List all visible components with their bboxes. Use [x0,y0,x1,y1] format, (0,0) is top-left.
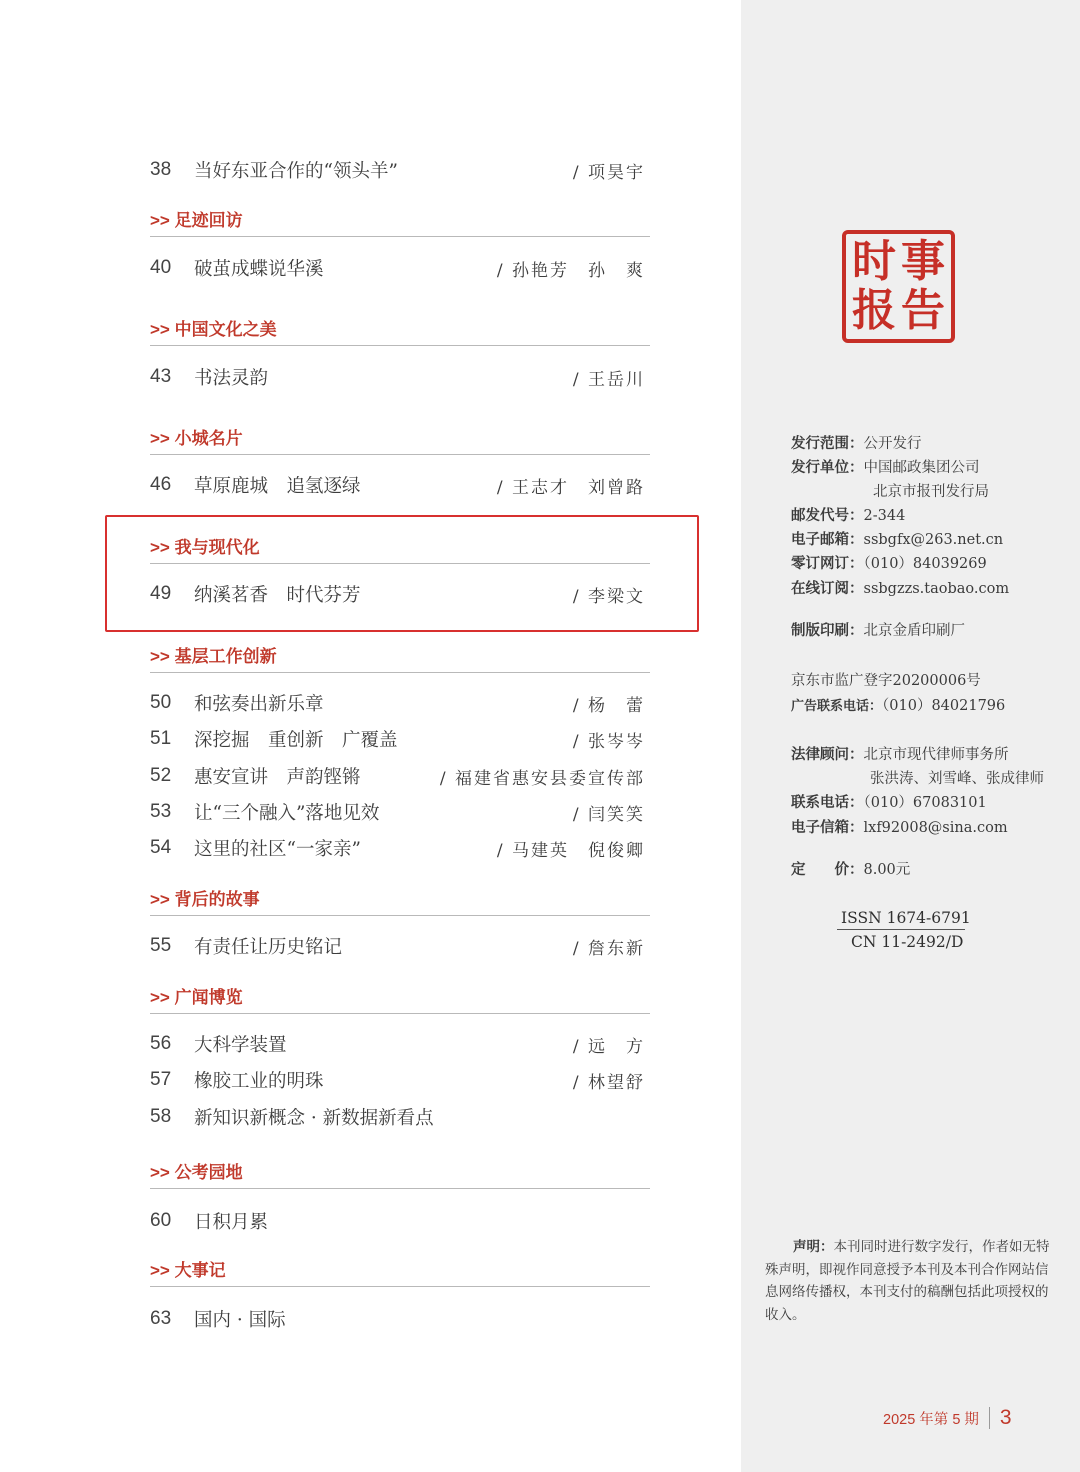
info-line: 零订网订：（010）84039269 [791,555,987,572]
toc-entry[interactable] [150,1206,645,1236]
toc-page-number: 58 [150,1106,172,1127]
toc-author: / 林望舒 [572,1072,645,1093]
price-line: 定 价：8.00元 [791,861,911,878]
toc-article-title: 新知识新概念 · 新数据新看点 [194,1108,434,1129]
toc-article-title: 有责任让历史铭记 [194,937,343,958]
toc-entry[interactable] [150,1029,645,1059]
toc-page-number: 52 [150,765,172,786]
toc-author: / 詹东新 [572,938,645,959]
copyright-notice: 声明：本刊同时进行数字发行，作者如无特殊声明，即视作同意授予本刊及本刊合作网站信息网络传播权，本刊支付的稿酬包括此项授权的收入。 [765,1239,1050,1323]
toc-page-number: 49 [150,583,172,604]
section-label: >> 广闻博览 [150,988,243,1007]
toc-entry[interactable] [150,362,645,392]
toc-section-header [150,1161,650,1189]
section-divider [150,454,650,455]
toc-article-title: 橡胶工业的明珠 [194,1071,324,1092]
toc-article-title: 深挖掘 重创新 广覆盖 [194,730,398,751]
toc-entry[interactable] [150,761,645,791]
toc-page-number: 46 [150,474,172,495]
email-line[interactable]: 电子信箱：lxf92008@sina.com [791,819,1008,836]
toc-entry[interactable] [150,833,645,863]
toc-article-title: 草原鹿城 追氢逐绿 [194,476,361,497]
section-label: >> 大事记 [150,1261,226,1280]
toc-article-title: 国内 · 国际 [194,1310,286,1331]
toc-page-number: 51 [150,728,172,749]
toc-entry[interactable] [150,1065,645,1095]
logo-char: 事 [901,236,945,287]
info-line: 广告联系电话：（010）84021796 [791,698,1006,714]
toc-page-number: 60 [150,1210,172,1231]
toc-page-number: 55 [150,935,172,956]
info-line: 京东市监广登字20200006号 [791,673,981,689]
highlight-box [105,515,699,632]
toc-section-header [150,318,650,346]
toc-author: / 张岑岑 [572,731,645,752]
toc-section-header [150,986,650,1014]
toc-article-title: 纳溪茗香 时代芬芳 [194,585,361,606]
toc-author: / 孙艳芳 孙 爽 [496,260,645,281]
section-divider [150,915,650,916]
toc-entry[interactable] [150,253,645,283]
info-line: 法律顾问：北京市现代律师事务所 [791,746,1009,763]
toc-author: / 马建英 倪俊卿 [496,840,645,861]
toc-article-title: 书法灵韵 [194,368,269,389]
toc-author: / 福建省惠安县委宣传部 [439,768,645,789]
section-label: >> 背后的故事 [150,890,260,909]
info-line: 张洪涛、刘雪峰、张成律师 [870,771,1044,787]
toc-author: / 杨 蕾 [572,695,645,716]
toc-entry[interactable] [150,1304,645,1334]
toc-page-number: 43 [150,366,172,387]
section-divider [150,345,650,346]
toc-section-header [150,1259,650,1287]
toc-section-header [150,209,650,237]
info-line: 北京市报刊发行局 [873,484,989,500]
toc-article-title: 当好东亚合作的“领头羊” [194,161,398,182]
online-shop-line[interactable]: 在线订阅：ssbgzzs.taobao.com [791,580,1010,597]
issue-label: 2025 年第 5 期 [883,1411,979,1428]
colophon-sidebar [741,0,1080,1472]
toc-page-number: 53 [150,801,172,822]
toc-entry[interactable] [150,724,645,754]
toc-author: / 王志才 刘曾路 [496,477,645,498]
toc-article-title: 和弦奏出新乐章 [194,694,324,715]
info-line: 发行范围：公开发行 [791,435,922,452]
section-label: >> 我与现代化 [150,538,260,557]
toc-article-title: 让“三个融入”落地见效 [194,803,380,824]
toc-page-number: 54 [150,837,172,858]
toc-page-number: 56 [150,1033,172,1054]
toc-entry[interactable] [150,931,645,961]
section-divider [150,1013,650,1014]
toc-author: / 王岳川 [572,369,645,390]
section-label: >> 基层工作创新 [150,647,277,666]
toc-article-title: 破茧成蝶说华溪 [194,259,324,280]
cn-number: CN 11-2492/D [851,933,964,951]
issn-divider [837,929,965,930]
toc-section-header [150,888,650,916]
toc-article-title: 大科学装置 [194,1035,287,1056]
section-label: >> 公考园地 [150,1163,243,1182]
toc-entry[interactable] [150,797,645,827]
section-divider [150,1188,650,1189]
toc-author: / 项昊宇 [572,162,645,183]
toc-page-number: 63 [150,1308,172,1329]
info-line: 邮发代号：2-344 [791,507,906,524]
section-label: >> 足迹回访 [150,211,243,230]
section-label: >> 中国文化之美 [150,320,277,339]
toc-entry[interactable] [150,470,645,500]
footer-divider [989,1407,990,1429]
section-label: >> 小城名片 [150,429,243,448]
toc-entry[interactable] [150,688,645,718]
toc-page-number: 40 [150,257,172,278]
toc-article-title: 日积月累 [194,1212,269,1233]
section-divider [150,672,650,673]
toc-page-number: 57 [150,1069,172,1090]
page-number: 3 [999,1406,1012,1429]
toc-author: / 闫笑笑 [572,804,645,825]
info-line: 联系电话：（010）67083101 [791,794,987,811]
section-divider [150,1286,650,1287]
logo-char: 报 [852,285,896,336]
info-line: 制版印刷：北京金盾印刷厂 [791,622,965,639]
page-footer [883,1404,1012,1432]
logo-char: 告 [901,285,945,336]
toc-entry[interactable] [150,155,645,185]
logo-char: 时 [852,236,896,287]
toc-author: / 远 方 [572,1036,645,1057]
toc-article-title: 惠安宣讲 声韵铿锵 [194,767,361,788]
toc-article-title: 这里的社区“一家亲” [194,839,361,860]
table-of-contents [150,0,650,1472]
toc-section-header [150,645,650,673]
issn-number: ISSN 1674-6791 [841,909,971,927]
toc-entry[interactable] [150,1102,645,1132]
toc-section-header [150,427,650,455]
toc-page-number: 50 [150,692,172,713]
toc-page-number: 38 [150,159,172,180]
email-line[interactable]: 电子邮箱：ssbgfx@263.net.cn [791,531,1004,548]
section-divider [150,236,650,237]
toc-author: / 李梁文 [572,586,645,607]
info-line: 发行单位：中国邮政集团公司 [791,459,980,476]
magazine-seal-logo [842,230,955,343]
